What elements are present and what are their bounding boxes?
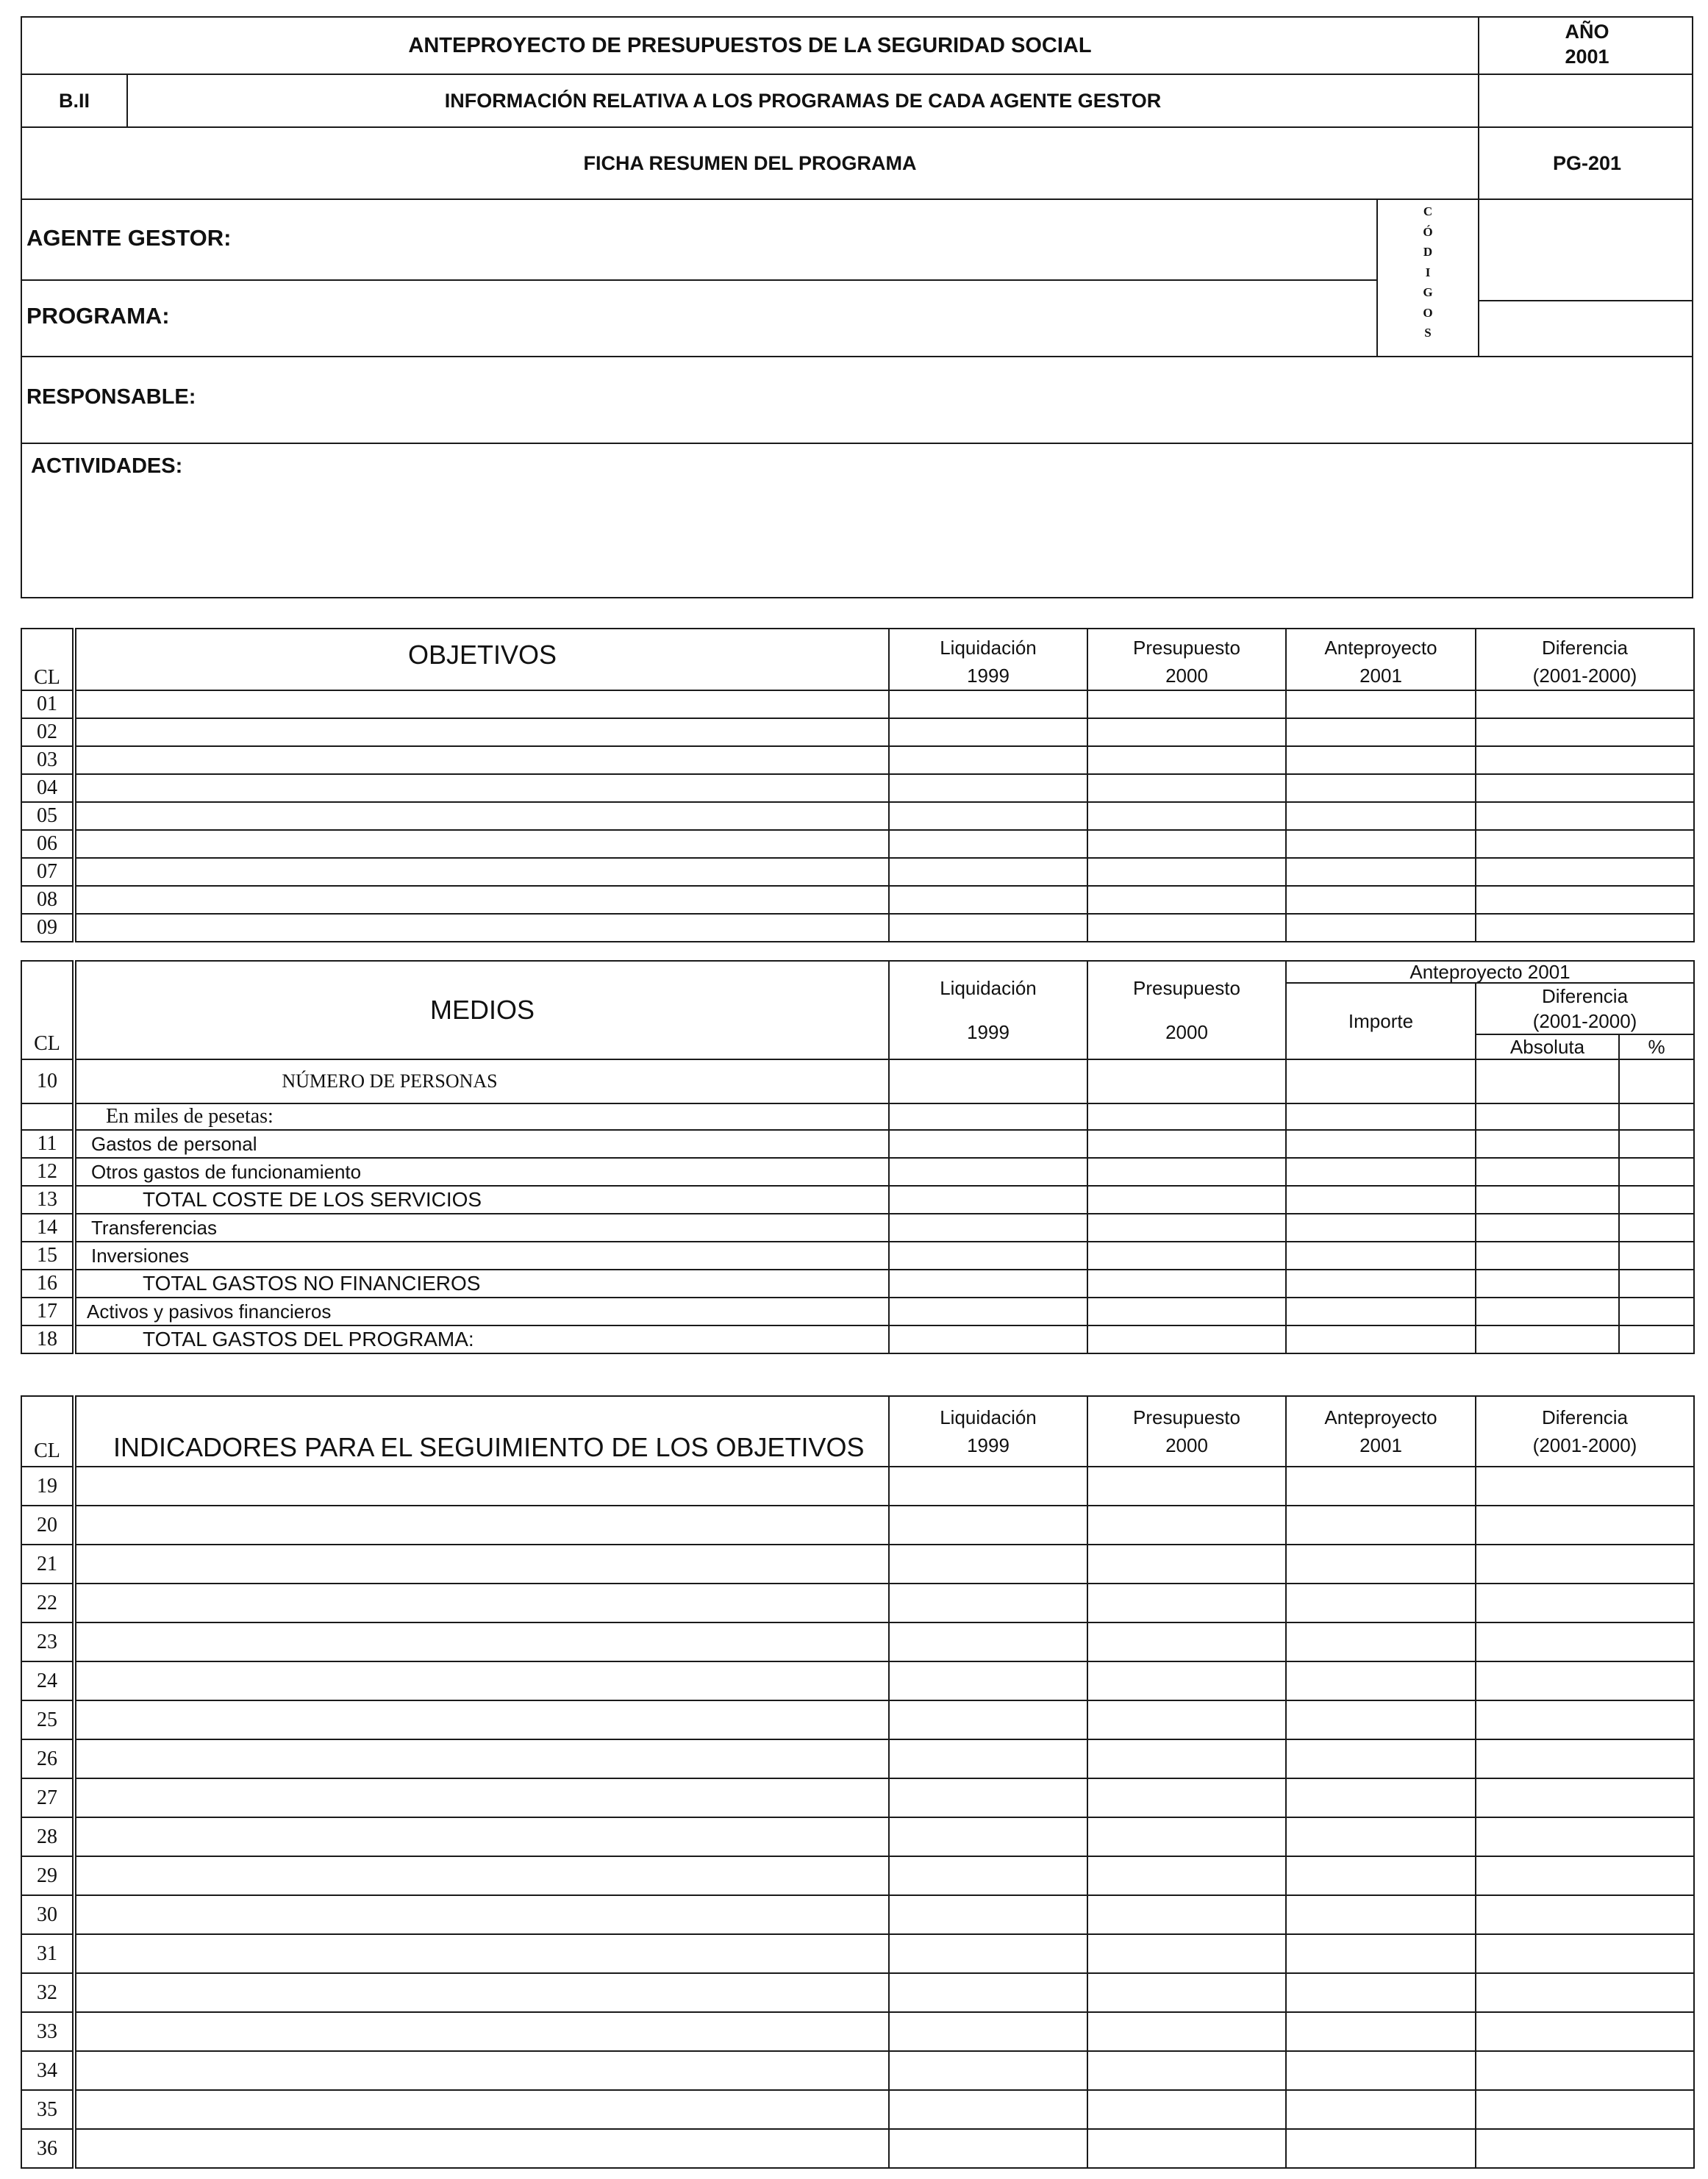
numero-personas-label: NÚMERO DE PERSONAS — [74, 1059, 889, 1103]
objetivo-cell[interactable] — [74, 858, 889, 886]
table-row — [21, 914, 1694, 942]
cl-header: CL — [21, 961, 74, 1059]
codigos-label: C Ó D I G O S — [1423, 204, 1433, 340]
value-cell[interactable] — [889, 2051, 1087, 2090]
indicador-cell[interactable] — [74, 2051, 889, 2090]
row-number: 20 — [21, 1506, 74, 1545]
value-cell[interactable] — [889, 2129, 1087, 2168]
table-row — [21, 1934, 1694, 1973]
medios-title: MEDIOS — [74, 961, 889, 1059]
objetivo-cell[interactable] — [74, 886, 889, 914]
table-row — [21, 1700, 1694, 1739]
indicador-cell[interactable] — [74, 1506, 889, 1545]
value-cell[interactable] — [1286, 1584, 1476, 1622]
value-cell[interactable] — [889, 2012, 1087, 2051]
value-cell[interactable] — [1286, 1817, 1476, 1856]
indicador-cell[interactable] — [74, 1895, 889, 1934]
col-importe: Importe — [1286, 983, 1476, 1059]
miles-row — [21, 1103, 1694, 1130]
value-cell[interactable] — [1476, 1778, 1694, 1817]
year-label: AÑO — [1565, 21, 1609, 43]
value-cell[interactable] — [1476, 1817, 1694, 1856]
table-row — [21, 1545, 1694, 1584]
table-row — [21, 1622, 1694, 1661]
value-cell[interactable] — [1286, 2129, 1476, 2168]
value-cell[interactable] — [889, 1856, 1087, 1895]
page-title: ANTEPROYECTO DE PRESUPUESTOS DE LA SEGURIDAD SOCIAL — [408, 33, 1092, 57]
value-cell[interactable] — [1476, 1545, 1694, 1584]
table-row — [21, 1584, 1694, 1622]
objetivo-cell[interactable] — [74, 746, 889, 774]
year-box — [1479, 18, 1695, 74]
value-cell[interactable] — [889, 1661, 1087, 1700]
value-cell[interactable] — [1476, 1467, 1694, 1506]
table-row — [21, 1661, 1694, 1700]
value-cell[interactable] — [889, 1545, 1087, 1584]
row-number: 31 — [21, 1934, 74, 1973]
row-number: 24 — [21, 1661, 74, 1700]
value-cell[interactable] — [1087, 1856, 1286, 1895]
indicador-cell[interactable] — [74, 1584, 889, 1622]
indicador-cell[interactable] — [74, 1622, 889, 1661]
indicadores-title: INDICADORES PARA EL SEGUIMIENTO DE LOS OBJETIVOS — [74, 1396, 889, 1467]
value-cell[interactable] — [1087, 1739, 1286, 1778]
indicador-cell[interactable] — [74, 1739, 889, 1778]
table-row — [21, 774, 1694, 802]
section-title: INFORMACIÓN RELATIVA A LOS PROGRAMAS DE CADA AGENTE GESTOR — [444, 89, 1162, 112]
indicador-cell[interactable] — [74, 1467, 889, 1506]
row-number: 08 — [21, 886, 74, 914]
value-cell[interactable] — [889, 1778, 1087, 1817]
indicador-cell[interactable] — [74, 1934, 889, 1973]
objetivo-cell[interactable] — [74, 690, 889, 718]
row-number: 30 — [21, 1895, 74, 1934]
value-cell[interactable] — [1087, 1778, 1286, 1817]
row-label: TOTAL COSTE DE LOS SERVICIOS — [74, 1186, 889, 1214]
value-cell[interactable] — [1087, 1700, 1286, 1739]
value-cell[interactable] — [1087, 2012, 1286, 2051]
objetivos-header-row — [21, 629, 1694, 690]
value-cell[interactable] — [889, 1739, 1087, 1778]
value-cell[interactable] — [1087, 1895, 1286, 1934]
row-label: Otros gastos de funcionamiento — [74, 1158, 889, 1186]
row-number: 22 — [21, 1584, 74, 1622]
agente-gestor-label: AGENTE GESTOR: — [26, 225, 232, 251]
value-cell[interactable] — [1286, 2012, 1476, 2051]
objetivo-cell[interactable] — [74, 774, 889, 802]
row-number: 05 — [21, 802, 74, 830]
programa-label: PROGRAMA: — [26, 303, 170, 329]
value-cell[interactable] — [1087, 1622, 1286, 1661]
table-row — [21, 1467, 1694, 1506]
objetivos-table — [21, 628, 1695, 942]
col-liquidacion: Liquidación 1999 — [889, 961, 1087, 1059]
row-number: 36 — [21, 2129, 74, 2168]
value-cell[interactable] — [1087, 2051, 1286, 2090]
row-number: 27 — [21, 1778, 74, 1817]
value-cell[interactable] — [1087, 1506, 1286, 1545]
agente-code-field[interactable] — [1479, 200, 1695, 301]
indicador-cell[interactable] — [74, 1973, 889, 2012]
row-number: 19 — [21, 1467, 74, 1506]
value-cell[interactable] — [1286, 1661, 1476, 1700]
value-cell[interactable] — [1087, 2129, 1286, 2168]
value-cell[interactable] — [1286, 2090, 1476, 2129]
value-cell[interactable] — [1286, 1700, 1476, 1739]
actividades-label: ACTIVIDADES: — [31, 454, 183, 478]
row-number: 06 — [21, 830, 74, 858]
year-value: 2001 — [1565, 46, 1609, 68]
value-cell[interactable] — [889, 1584, 1087, 1622]
table-row: 16 TOTAL GASTOS NO FINANCIEROS — [21, 1270, 1694, 1298]
col-presupuesto: Presupuesto 2000 — [1087, 629, 1286, 690]
indicador-cell[interactable] — [74, 1661, 889, 1700]
value-cell[interactable] — [1087, 2090, 1286, 2129]
col-diferencia: Diferencia — [1476, 983, 1694, 1008]
value-cell[interactable] — [1286, 1739, 1476, 1778]
table-row — [21, 1856, 1694, 1895]
value-cell[interactable] — [1087, 1467, 1286, 1506]
table-row — [21, 1973, 1694, 2012]
value-cell[interactable] — [889, 1506, 1087, 1545]
row-number: 29 — [21, 1856, 74, 1895]
value-cell[interactable] — [1476, 1895, 1694, 1934]
objetivo-cell[interactable] — [74, 830, 889, 858]
table-row: 13 TOTAL COSTE DE LOS SERVICIOS — [21, 1186, 1694, 1214]
indicadores-header-row — [21, 1396, 1694, 1467]
value-cell[interactable] — [1286, 1895, 1476, 1934]
value-cell[interactable] — [1087, 1934, 1286, 1973]
value-cell[interactable] — [1286, 1545, 1476, 1584]
value-cell[interactable] — [889, 1622, 1087, 1661]
row-number: 28 — [21, 1817, 74, 1856]
table-row — [21, 690, 1694, 718]
table-row — [21, 1739, 1694, 1778]
col-diferencia: Diferencia (2001-2000) — [1476, 629, 1694, 690]
col-liquidacion: Liquidación 1999 — [889, 629, 1087, 690]
row-number: 01 — [21, 690, 74, 718]
indicador-cell[interactable] — [74, 1856, 889, 1895]
value-cell[interactable] — [1087, 1661, 1286, 1700]
value-cell[interactable] — [1286, 1467, 1476, 1506]
col-absoluta: Absoluta — [1476, 1034, 1619, 1059]
value-cell[interactable] — [1476, 1506, 1694, 1545]
value-cell[interactable] — [889, 1817, 1087, 1856]
row-number: 26 — [21, 1739, 74, 1778]
row-number: 35 — [21, 2090, 74, 2129]
value-cell[interactable] — [1476, 2051, 1694, 2090]
objetivos-title: OBJETIVOS — [74, 629, 889, 690]
value-cell[interactable] — [889, 1895, 1087, 1934]
table-row — [21, 802, 1694, 830]
row-number: 25 — [21, 1700, 74, 1739]
value-cell[interactable] — [1476, 2012, 1694, 2051]
table-row: 12 Otros gastos de funcionamiento — [21, 1158, 1694, 1186]
cl-header: CL — [21, 629, 74, 690]
value-cell[interactable] — [1286, 1506, 1476, 1545]
table-row — [21, 2090, 1694, 2129]
indicador-cell[interactable] — [74, 1545, 889, 1584]
table-row — [21, 830, 1694, 858]
row-number: 32 — [21, 1973, 74, 2012]
cl-header: CL — [21, 1396, 74, 1467]
row-number: 02 — [21, 718, 74, 746]
responsable-label: RESPONSABLE: — [26, 385, 196, 409]
value-cell[interactable] — [1087, 1973, 1286, 2012]
row-number: 07 — [21, 858, 74, 886]
table-row: 17 Activos y pasivos financieros — [21, 1298, 1694, 1325]
indicador-cell[interactable] — [74, 2129, 889, 2168]
col-presupuesto: Presupuesto 2000 — [1087, 1396, 1286, 1467]
value-cell[interactable] — [1476, 2129, 1694, 2168]
value-cell[interactable] — [1286, 1934, 1476, 1973]
row-label: Transferencias — [74, 1214, 889, 1242]
value-cell[interactable] — [1476, 2090, 1694, 2129]
row-number: 23 — [21, 1622, 74, 1661]
row-label: TOTAL GASTOS DEL PROGRAMA: — [74, 1325, 889, 1353]
table-row — [21, 2051, 1694, 2090]
value-cell[interactable] — [1476, 1584, 1694, 1622]
table-row: 14 Transferencias — [21, 1214, 1694, 1242]
table-row: 18 TOTAL GASTOS DEL PROGRAMA: — [21, 1325, 1694, 1353]
value-cell[interactable] — [1087, 1545, 1286, 1584]
section-code: B.II — [58, 89, 90, 112]
value-cell[interactable] — [1476, 1856, 1694, 1895]
col-diferencia: Diferencia (2001-2000) — [1476, 1396, 1694, 1467]
row-number: 34 — [21, 2051, 74, 2090]
value-cell[interactable] — [1286, 1856, 1476, 1895]
table-row — [21, 718, 1694, 746]
row-label: Inversiones — [74, 1242, 889, 1270]
table-row — [21, 2012, 1694, 2051]
row-number: 10 — [21, 1059, 74, 1103]
table-row — [21, 2129, 1694, 2168]
table-row — [21, 746, 1694, 774]
indicador-cell[interactable] — [74, 2090, 889, 2129]
row-label: TOTAL GASTOS NO FINANCIEROS — [74, 1270, 889, 1298]
value-cell[interactable] — [1286, 1778, 1476, 1817]
col-liquidacion: Liquidación 1999 — [889, 1396, 1087, 1467]
table-row: 15 Inversiones — [21, 1242, 1694, 1270]
value-cell[interactable] — [1476, 1700, 1694, 1739]
value-cell[interactable] — [1476, 1934, 1694, 1973]
form-title: FICHA RESUMEN DEL PROGRAMA — [583, 151, 917, 174]
col-presupuesto: Presupuesto 2000 — [1087, 961, 1286, 1059]
value-cell[interactable] — [1087, 1817, 1286, 1856]
value-cell[interactable] — [889, 1934, 1087, 1973]
value-cell[interactable] — [1087, 1584, 1286, 1622]
row-number: 33 — [21, 2012, 74, 2051]
table-row: 11 Gastos de personal — [21, 1130, 1694, 1158]
objetivo-cell[interactable] — [74, 718, 889, 746]
row-number: 09 — [21, 914, 74, 942]
indicadores-body — [21, 1467, 1694, 2168]
col-anteproyecto-2001: Anteproyecto 2001 — [1286, 961, 1694, 983]
personas-row — [21, 1059, 1694, 1103]
value-cell[interactable] — [1286, 1622, 1476, 1661]
value-cell[interactable] — [889, 1973, 1087, 2012]
value-cell[interactable] — [1476, 1973, 1694, 2012]
table-row — [21, 1895, 1694, 1934]
value-cell[interactable] — [889, 1467, 1087, 1506]
objetivo-cell[interactable] — [74, 914, 889, 942]
col-anteproyecto: Anteproyecto 2001 — [1286, 629, 1476, 690]
indicador-cell[interactable] — [74, 1817, 889, 1856]
value-cell[interactable] — [1476, 1739, 1694, 1778]
row-number: 21 — [21, 1545, 74, 1584]
value-cell[interactable] — [1286, 1973, 1476, 2012]
row-number: 03 — [21, 746, 74, 774]
value-cell[interactable] — [1476, 1661, 1694, 1700]
table-row — [21, 886, 1694, 914]
table-row — [21, 1506, 1694, 1545]
indicador-cell[interactable] — [74, 1700, 889, 1739]
row-number: 04 — [21, 774, 74, 802]
table-row — [21, 1778, 1694, 1817]
form-code: PG-201 — [1552, 151, 1622, 174]
value-cell[interactable] — [889, 2090, 1087, 2129]
miles-pesetas-label: En miles de pesetas: — [74, 1103, 889, 1130]
value-cell[interactable] — [1286, 2051, 1476, 2090]
col-anteproyecto: Anteproyecto 2001 — [1286, 1396, 1476, 1467]
header-block — [21, 16, 1693, 598]
indicador-cell[interactable] — [74, 2012, 889, 2051]
row-label: Activos y pasivos financieros — [74, 1298, 889, 1325]
table-row — [21, 1817, 1694, 1856]
objetivo-cell[interactable] — [74, 802, 889, 830]
indicadores-table — [21, 1395, 1695, 2169]
value-cell[interactable] — [889, 1700, 1087, 1739]
table-row — [21, 858, 1694, 886]
medios-table: CL MEDIOS Liquidación 1999 Presupuesto 2000 Anteproyecto 2001 Importe Diferencia (2001-2000) Absoluta % 10 NÚMERO DE PERSONAS En miles de pesetas: 11 Gastos de personal 12 Otros gastos de funcionamiento 13 TOTAL COSTE DE LOS SERVICIOS 14 Transferencias 15 Inversiones 16 TOTAL GASTOS NO FINANCIEROS 17 Activos y pasivos financieros 18 TOTAL GASTOS DEL PROGRAMA: — [21, 960, 1695, 1354]
indicador-cell[interactable] — [74, 1778, 889, 1817]
programa-code-field[interactable] — [1479, 301, 1695, 356]
value-cell[interactable] — [1476, 1622, 1694, 1661]
row-label: Gastos de personal — [74, 1130, 889, 1158]
medios-header-row — [21, 961, 1694, 983]
col-porcentaje: % — [1619, 1034, 1694, 1059]
